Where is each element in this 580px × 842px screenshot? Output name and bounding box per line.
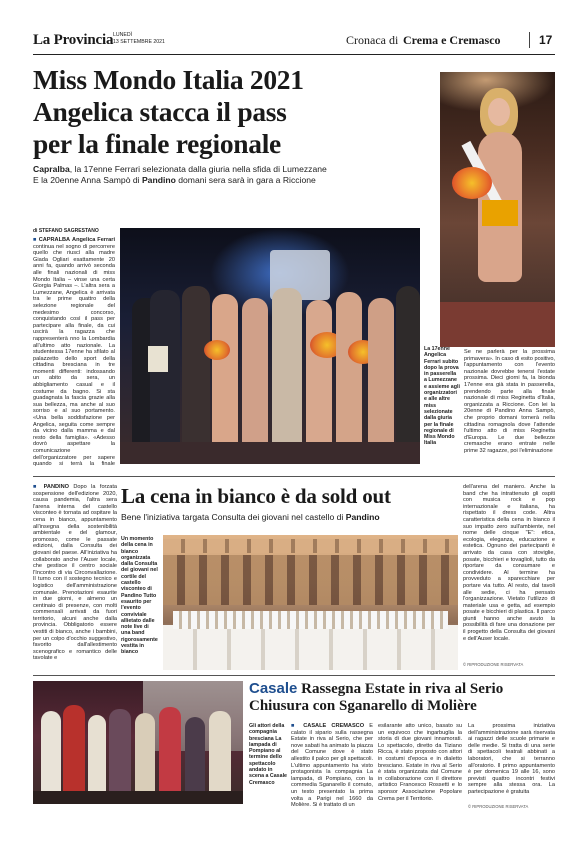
- article1-bottom-rule: [33, 476, 555, 477]
- header-divider: [529, 32, 530, 48]
- article3-body-col1-text: È calato il sipario sulla rassegna Estate in riva al Serio, che per nove sabati ha animato la piazza del Comune dove è stato allestito il palco per gli spettacoli. L'ultimo appuntamento ha visto protagonista la compagnia La lampada, di Pompiano, con la commedia Sganarello il cornuto, un testo presentato la prima volta a Parigi nel 1660 da Molière. Si è trattato di un: [291, 723, 373, 809]
- article3-body-col2: esilarante atto unico, basato su un equivoco che ingarbuglia la storia di due giovani innamorati. Lo spettacolo, diretto da Tiziano Ricca, è stato proposto con attori in costumi d'epoca e in dialetto bresciano. Estate in riva al Serio è stata organizzata dal Comune in collaborazione con il direttore artistico Francesco Rossetti e lo sponsor Associazione Popolare Crema per il Territorio.: [378, 723, 462, 802]
- article2-photo-caption: Un momento della cena in bianco organizzata dalla Consulta dei giovani nel cortile del castello visconteo di Pandino Tutto esaurito per l'evento conviviale allietato dalle note live di una band rigorosamente vestita in bianco: [121, 536, 158, 656]
- bouquet-1: [204, 340, 230, 360]
- actor-1: [41, 711, 61, 796]
- castle-dinner-photo: [163, 535, 458, 670]
- actor-3: [88, 715, 106, 796]
- article1-photo-caption: La 17enne Angelica Ferrari subito dopo la prova in passerella a Lumezzane e assieme agli organizzatori e alle altre miss selezionate dalla giuria per la finale regionale di Miss Mondo Italia: [424, 346, 460, 447]
- subtitle2-place: Pandino: [141, 175, 176, 185]
- article1-headline-line2: Angelica stacca il pass: [33, 96, 287, 127]
- article1-lead-name: Angelica Ferrari: [72, 237, 115, 243]
- certificate: [148, 346, 168, 372]
- floor: [440, 302, 555, 347]
- masthead: La Provincia: [33, 32, 114, 48]
- actor-2: [63, 705, 85, 796]
- actor-6: [159, 707, 181, 796]
- article3-credit: © RIPRODUZIONE RISERVATA: [468, 804, 529, 809]
- actor-7: [185, 717, 205, 796]
- theatre-photo: [33, 681, 243, 804]
- article1-subtitle: [33, 164, 438, 186]
- article3-body-col1: [291, 723, 373, 811]
- article1-headline-line1: Miss Mondo Italia 2021: [33, 64, 304, 95]
- swimsuit: [482, 200, 518, 226]
- article2-credit: © RIPRODUZIONE RISERVATA: [463, 662, 524, 667]
- article3-kicker: CASALE CREMASCO: [303, 723, 365, 729]
- group-photo: [120, 228, 420, 464]
- article2-subtitle: [121, 512, 466, 522]
- tables-white: [163, 625, 458, 670]
- guests-row: [173, 611, 448, 629]
- actor-8: [209, 711, 231, 796]
- article3-place: Casale: [249, 680, 298, 697]
- lead-marker-2: ■: [33, 484, 44, 490]
- article1-body-left: [33, 237, 115, 467]
- stage-floor: [120, 442, 420, 464]
- upper-windows: [163, 539, 458, 553]
- person-9: [368, 298, 394, 448]
- article2-subtitle-place: Pandino: [345, 512, 380, 522]
- page-number: 17: [539, 33, 553, 47]
- page-header: [33, 30, 555, 54]
- person-7: [306, 300, 332, 448]
- issue-date: 13 SETTEMBRE 2021: [113, 39, 165, 45]
- header-rule: [33, 54, 555, 55]
- article2-subtitle-text: Bene l'iniziativa targata Consulta dei giovani nel castello di: [121, 512, 346, 522]
- arcade-arches: [163, 555, 458, 605]
- article2-body-left: [33, 484, 117, 672]
- person-8: [336, 292, 362, 448]
- article2-body-left-text: Dopo la forzata sospensione dell'edizione 2020, causa pandemia, l'altra sera l'arena interna del castello visconteo è tornata ad ospitare la cena in bianco, appuntamento all'insegna della sostenibilità ambientale e del glamour, promosso, come le passate edizioni, dalla Consulta dei giovani del paese. All'iniziativa ha collaborato anche l'Auser locale, che gestisce il centro sociale l'Incontro di via Circonvallazione. Il turno con il sostegno tecnico e logistico dell'amministrazione comunale. Prenotazioni esaurite in due giorni, e almeno un centinaio di presenze, con molti commensali arrivati da fuori territorio, alcuni anche dalla provincia. Obbligatorio essere vestiti di bianco, anche i bambini, per un colpo d'occhio suggestivo, favorito dall'allestimento scenografico e romantico delle tavolate e: [33, 484, 117, 662]
- article1-headline: [33, 64, 433, 160]
- person-3: [182, 286, 210, 448]
- article2-headline: La cena in bianco è da sold out: [121, 484, 391, 508]
- subtitle2-start: E la 20enne Anna Sampò di: [33, 175, 142, 185]
- figure-face: [488, 98, 510, 126]
- issue-day: LUNEDÌ: [113, 32, 133, 38]
- person-5: [242, 298, 268, 448]
- article3-headline-line2: Chiusura con Sganarello di Molière: [249, 698, 477, 714]
- stage-floor-2: [33, 791, 243, 804]
- article1-body-right: Se ne parlerà per la prossima primavera». In caso di esito positivo, l'appuntamento con l'evento nazionale dovrebbe tenersi l'estate prossima. Dieci giorni fa, la bionda 17enne era già stata in passerella, prendendo parte alla finale nazionale di miss Reginetta d'Italia, organizzata a Riccione. Con lei la 20enne di Pandino Anna Sampò, che proprio domani tornerà nella cittadina romagnola dove l'attende l'ultimo atto di miss Reginetta d'Europa. Le due bellezze cremasche erano entrate nelle prime 32 ragazze, poi l'eliminazione: [464, 349, 555, 454]
- article3-headline-line1: [249, 680, 555, 698]
- article1-kicker: CAPRALBA: [38, 237, 71, 243]
- subtitle1-text: , la 17enne Ferrari selezionata dalla giuria nella sfida di Lumezzane: [69, 164, 327, 174]
- person-10: [396, 286, 420, 448]
- subtitle1-place: Capralba: [33, 164, 70, 174]
- article2-bottom-rule: [33, 675, 555, 676]
- article1-headline-line3: per la finale regionale: [33, 128, 281, 159]
- article1-body-left-text: continua nel sogno di percorrere quello che riuscì alla madre Giada Ogliari esattamente 20 anni fa, quando arrivò seconda alle finali nazionali di miss Mondo Italia – vinse una certa Giorgia Palmas –. L'altra sera a Lumezzane, Angelica è arrivata tra le prime quattro della selezione regionale del medesimo concorso, conquistando così il pass per partecipare alla finale, da cui uscirà la ragazza che rappresenterà nno la Lombardia all'ultimo atto nazionale. La studentessa 17enne ha sfilato al palazzetto dello sport della cittadina bresciana in tre momenti differenti: indossando un abito da sera, un abbigliamento casual e il costume da bagno. Si sta guadagnata la fascia grazie alla sua bellezza, ma anche al suo sorriso e al suo portamento. «Una bella soddisfazione per Angelica, seguita come sempre da vicino dalla mamma e dal resto della famiglia». «Adesso dovrò aspettare la comunicazione dell'organizzatore per sapere quando si terrà la finale: [33, 243, 115, 467]
- actor-5: [135, 713, 155, 796]
- angelica-photo: [440, 72, 555, 347]
- person-6: [272, 288, 302, 448]
- article3-headline-line1-text: Rassegna Estate in riva al Serio: [297, 681, 504, 697]
- article2-body-right: dell'arena del maniero. Anche la band che ha intrattenuto gli ospiti con musica rock e pop internazionale e italiana, ha rispettato il dress code. Altra caratteristica della cena in bianco il suo impatto zero sull'ambiente, nel nome delle cinque "E": etica, ecologia, eleganza, educazione e estetica. Ognuno dei partecipanti è arrivato da casa con stoviglie, posate, bicchieri e tovaglioli, tutto da riportare da consumare e condividere. Al termine ha provveduto a sparecchiare per portare via tutto. Al resto, dal tavoli alle sedie, ci ha pensato l'organizzazione. Vietato l'utilizzo di materiale usa e getta, ad esempio posate e bicchieri di plastica. Il parco giunti hanno anche avuto la possibilità di fare una donazione per il progetto della Consulta dei giovani e dell'Auser locale.: [463, 484, 555, 642]
- article3-headline: [249, 680, 555, 715]
- lead-marker-3: ■: [291, 723, 304, 729]
- lead-marker: ■: [33, 237, 39, 243]
- bouquet: [452, 167, 492, 199]
- article3-photo-caption: Gli attori della compagnia bresciana La lampada di Pompiano al termine dello spettacolo andato in scena a Casale Cremasco: [249, 723, 287, 786]
- section-prefix: Cronaca di: [346, 33, 399, 47]
- article1-byline: di STEFANO SAGRESTANO: [33, 228, 99, 234]
- person-4: [212, 294, 238, 448]
- article2-kicker: PANDINO: [43, 484, 69, 490]
- actor-4: [109, 709, 131, 796]
- section-name: Crema e Cremasco: [403, 33, 501, 47]
- article3-body-col3: La prossima iniziativa dell'amministrazione sarà riservata ai ragazzi delle scuole primarie e delle medie. Si tratta di una serie di spettacoli teatrali abbinati a laboratori, che si terranno all'oratorio. Il primo appuntamento è per domenica 19 alle 16, sono previsti quattro incontri festivi sempre alla stessa ora. La partecipazione è gratuita: [468, 723, 555, 795]
- subtitle2-text: domani sera sarà in gara a Riccione: [175, 175, 316, 185]
